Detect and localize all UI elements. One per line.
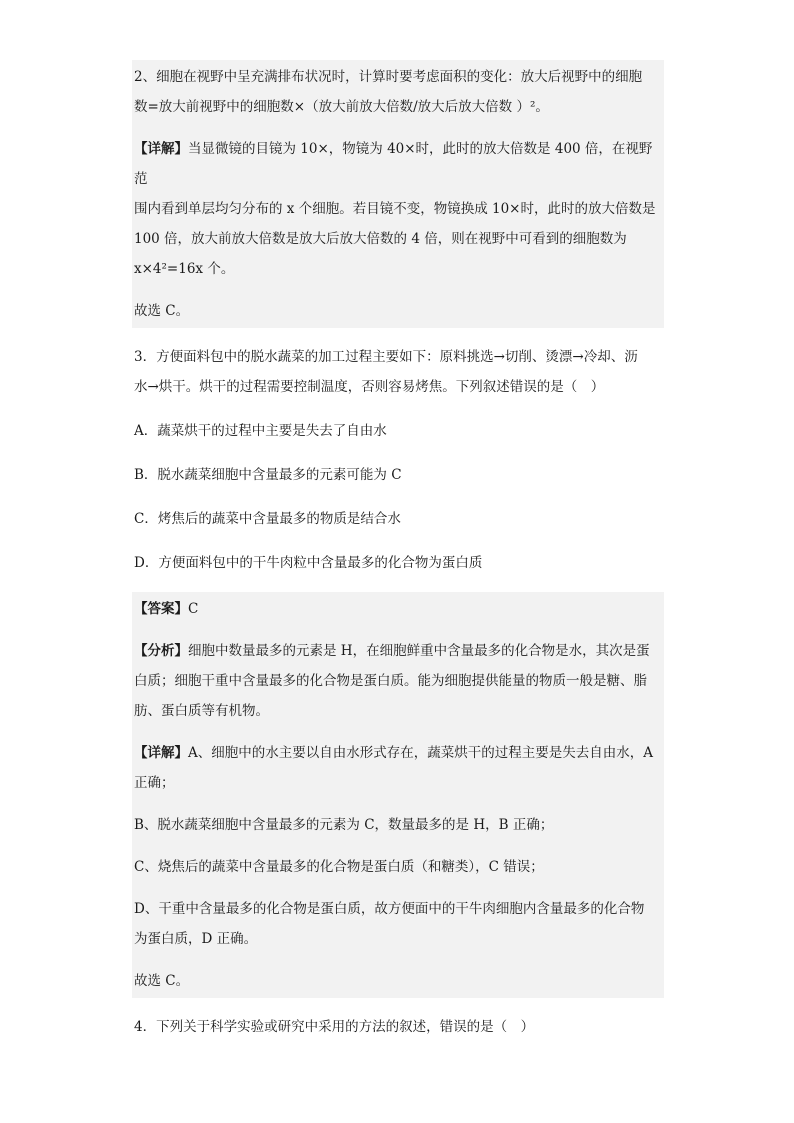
answer-value: C [188,601,199,617]
option-a: A．蔬菜烘干的过程中主要是失去了自由水 [134,423,387,439]
conclusion: 故选 C。 [134,303,190,319]
detail-b: B、脱水蔬菜细胞中含量最多的元素为 C，数量最多的是 H，B 正确； [134,817,554,833]
analysis-line-1 [132,636,664,666]
detail-tag: 【详解】 [134,141,188,157]
question-4 [132,1012,664,1042]
question-3-stem-line-2: 水→烘干。烘干的过程需要控制温度，否则容易烤焦。下列叙述错误的是（ ） [134,379,605,395]
detail-line-4: x×4²=16x 个。 [134,261,235,277]
analysis-line-2: 白质；细胞干重中含量最多的化合物是蛋白质。能为细胞提供能量的物质一般是糖、脂 [134,673,647,689]
answer-block-3 [132,592,664,998]
detail-line-1 [132,134,664,194]
note-2-line-2: 数=放大前视野中的细胞数×（放大前放大倍数/放大后放大倍数 ）²。 [134,99,549,115]
detail-text-1: 当显微镜的目镜为 10×，物镜为 40×时，此时的放大倍数是 400 倍，在视野范 [134,141,653,187]
detail-a-line-2: 正确； [134,775,175,791]
option-c: C．烤焦后的蔬菜中含量最多的物质是结合水 [134,511,401,527]
detail-a-line-1 [132,738,664,768]
detail-d-line-2: 为蛋白质，D 正确。 [134,931,258,947]
answer-line [132,594,664,624]
detail-line-2: 围内看到单层均匀分布的 x 个细胞。若目镜不变，物镜换成 10×时，此时的放大倍数是 [134,201,656,217]
note-2-line-1: 2、细胞在视野中呈充满排布状况时，计算时要考虑面积的变化：放大后视野中的细胞 [134,69,643,85]
answer-tag: 【答案】 [134,601,188,617]
detail-d-line-1: D、干重中含量最多的化合物是蛋白质，故方便面中的干牛肉细胞内含量最多的化合物 [134,901,645,917]
analysis-line-3: 肪、蛋白质等有机物。 [134,703,269,719]
option-b: B．脱水蔬菜细胞中含量最多的元素可能为 C [134,467,402,483]
detail-a-text-1: A、细胞中的水主要以自由水形式存在，蔬菜烘干的过程主要是失去自由水，A [188,745,653,761]
conclusion-3: 故选 C。 [134,973,190,989]
detail-tag-3: 【详解】 [134,745,188,761]
detail-c: C、烧焦后的蔬菜中含量最多的化合物是蛋白质（和糖类），C 错误； [134,859,544,875]
previous-answer-block [132,60,664,328]
question-3 [132,342,664,578]
analysis-tag: 【分析】 [134,643,188,659]
question-3-stem-line-1: 3．方便面料包中的脱水蔬菜的加工过程主要如下：原料挑选→切削、烫漂→冷却、沥 [134,349,638,365]
option-d: D．方便面料包中的干牛肉粒中含量最多的化合物为蛋白质 [134,555,483,571]
document-page [132,60,664,1042]
question-4-stem: 4．下列关于科学实验或研究中采用的方法的叙述，错误的是（ ） [134,1019,535,1035]
detail-line-3: 100 倍，放大前放大倍数是放大后放大倍数的 4 倍，则在视野中可看到的细胞数为 [134,231,627,247]
analysis-text-1: 细胞中数量最多的元素是 H，在细胞鲜重中含量最多的化合物是水，其次是蛋 [188,643,650,659]
